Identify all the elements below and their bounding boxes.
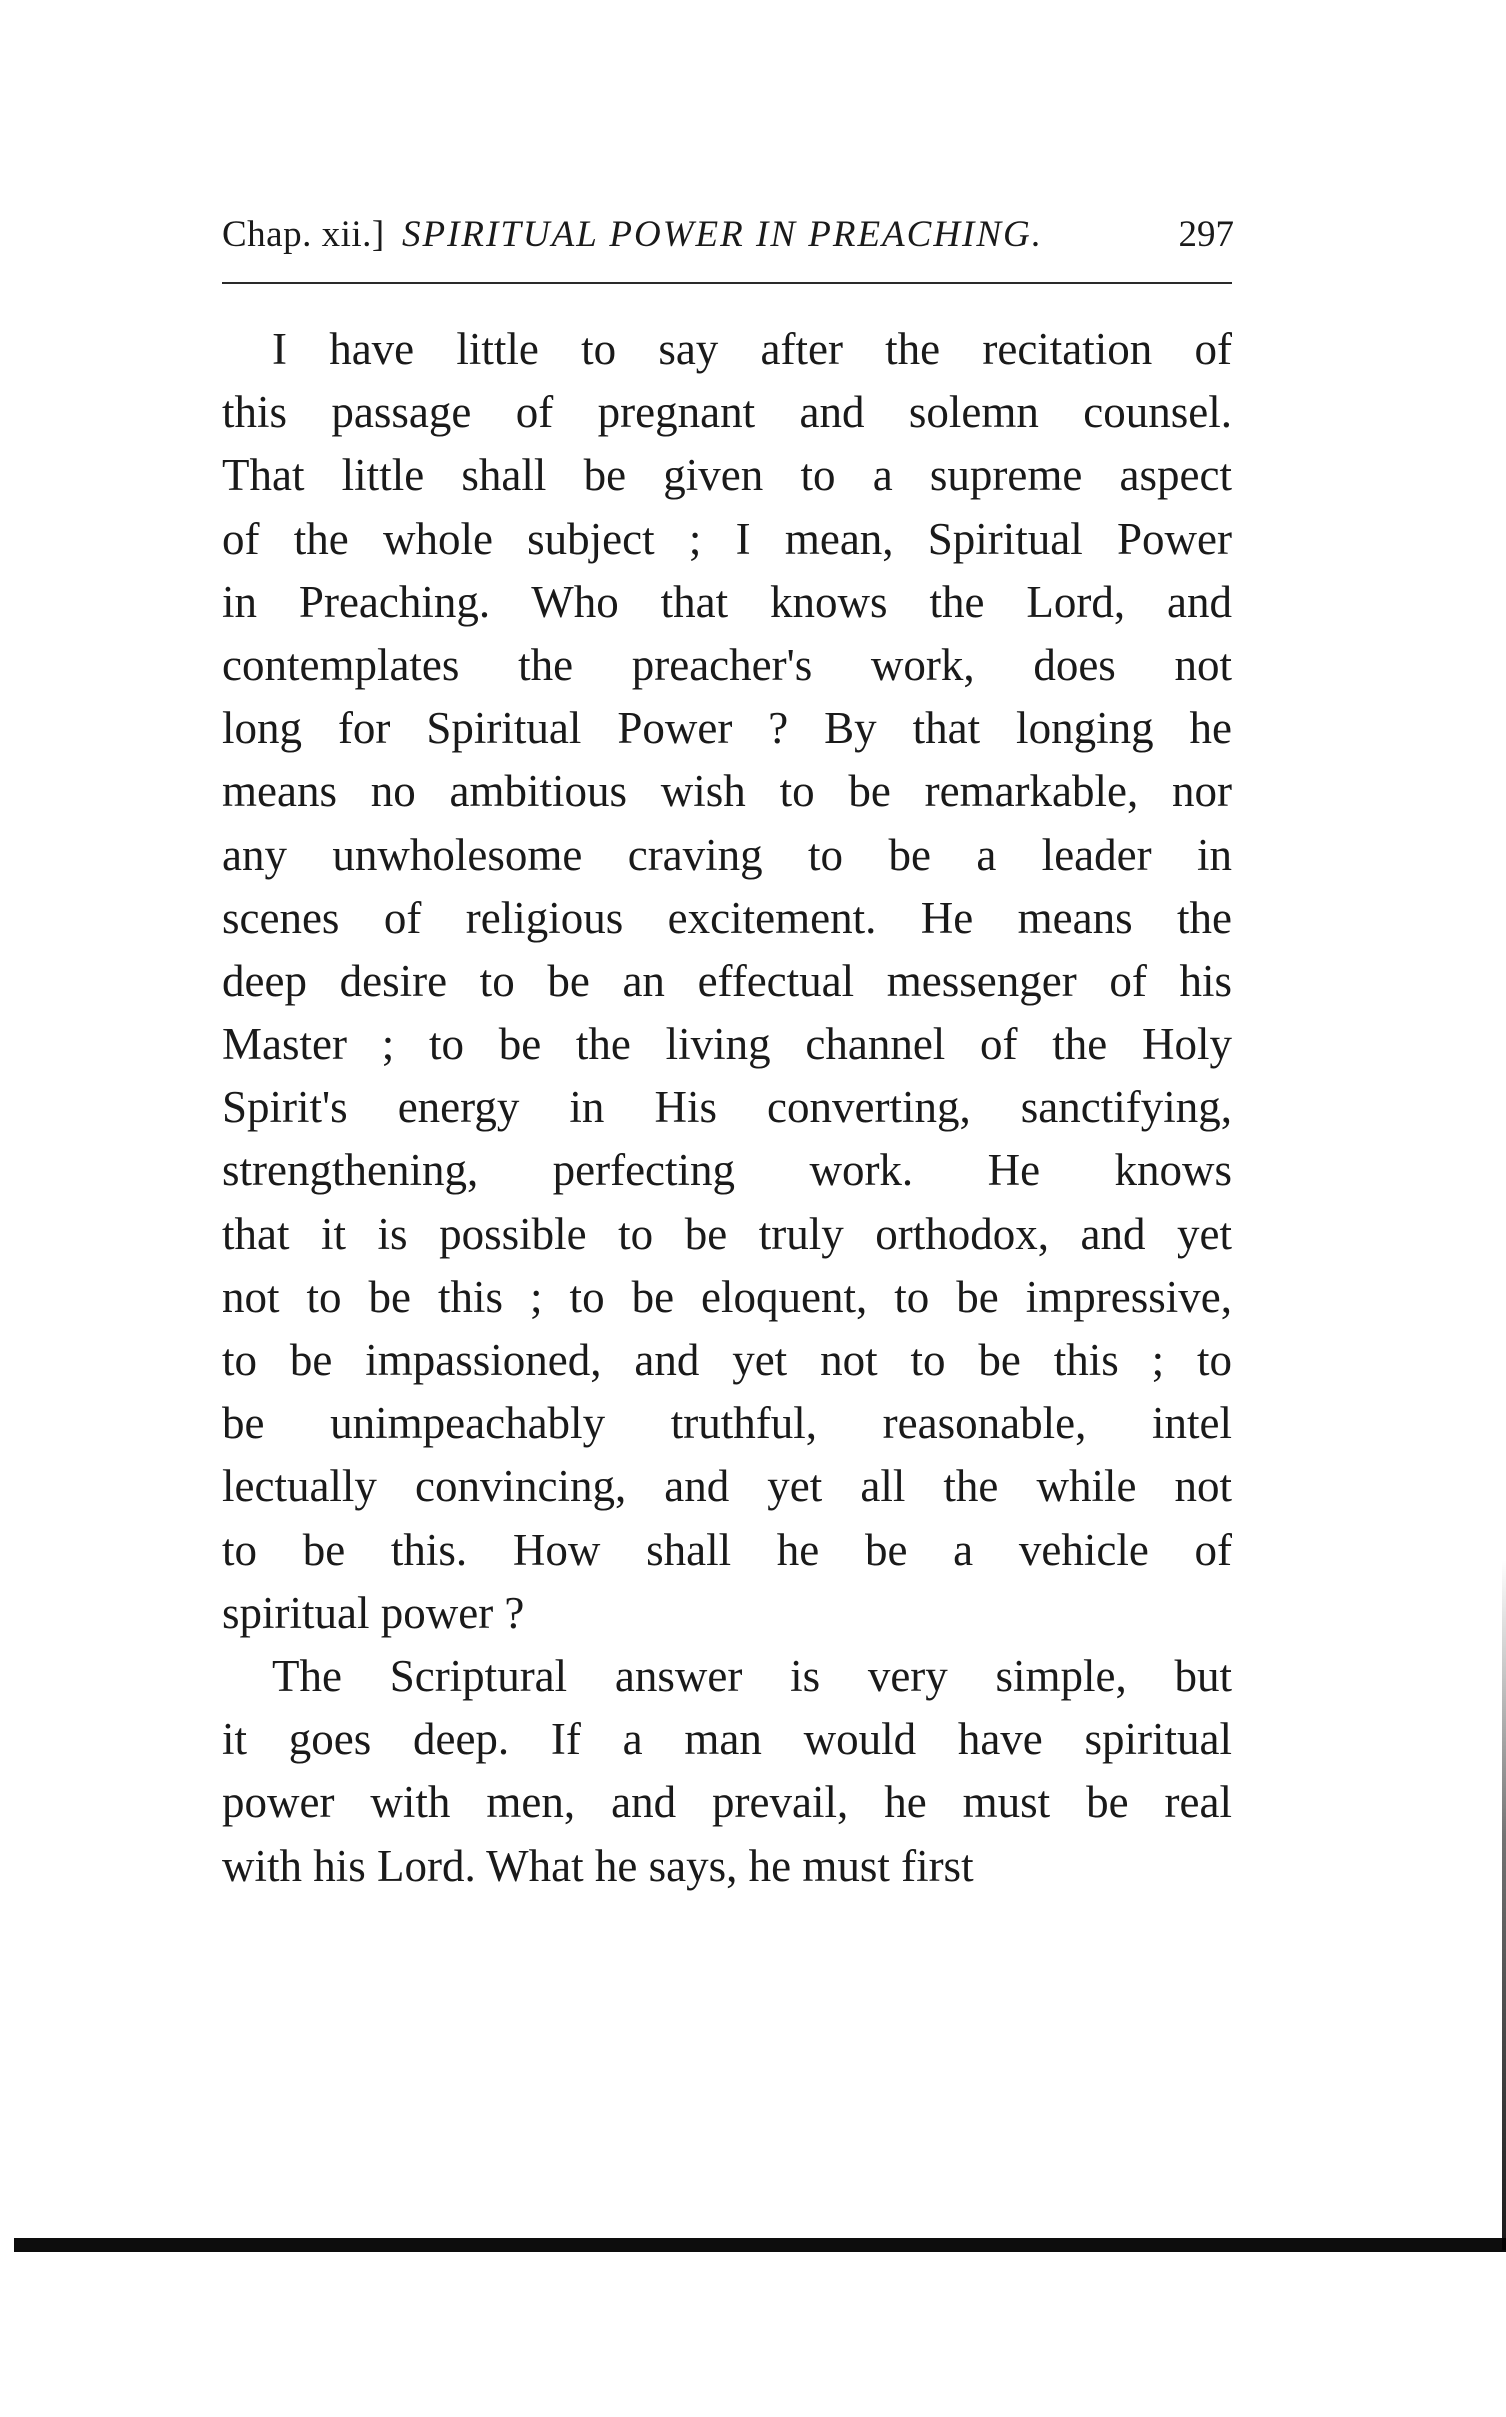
text-line: this passage of pregnant and solemn counsel. [222,387,1232,438]
footer-rule [14,2238,1506,2252]
running-title: SPIRITUAL POWER IN PREACHING. [402,214,1044,255]
text-line: to be impassioned, and yet not to be this ; to [222,1335,1232,1385]
text-line: be unimpeachably truthful, reasonable, intel [222,1398,1232,1449]
text-line: lectually convincing, and yet all the while not [222,1461,1232,1512]
text-line: I have little to say after the recitation of [272,324,1232,374]
text-line: Spirit's energy in His converting, sanctifying, [222,1082,1232,1133]
text-line: to be this. How shall he be a vehicle of [222,1524,1232,1575]
scan-margin-shadow [1502,1560,1506,2250]
text-line: Master ; to be the living channel of the Holy [222,1019,1232,1070]
text-line: spiritual power ? [222,1587,525,1638]
text-line: that it is possible to be truly orthodox, and yet [222,1208,1232,1259]
text-line: That little shall be given to a supreme aspect [222,450,1232,501]
text-line: deep desire to be an effectual messenger of his [222,955,1232,1006]
body-text [222,318,1232,1898]
running-head [222,205,1234,265]
text-line: strengthening, perfecting work. He knows [222,1145,1232,1196]
text-line: power with men, and prevail, he must be real [222,1777,1232,1828]
header-rule [222,282,1232,284]
text-line: The Scriptural answer is very simple, but [272,1650,1232,1701]
text-line: with his Lord. What he says, he must first [222,1840,974,1891]
text-line: any unwholesome craving to be a leader in [222,829,1232,880]
text-line: not to be this ; to be eloquent, to be impressive, [222,1271,1232,1322]
text-line: it goes deep. If a man would have spiritual [222,1714,1232,1765]
text-line: means no ambitious wish to be remarkable, nor [222,766,1232,817]
page-number: 297 [1178,214,1234,255]
text-line: in Preaching. Who that knows the Lord, and [222,576,1232,627]
text-line: of the whole subject ; I mean, Spiritual Power [222,513,1232,564]
text-line: long for Spiritual Power ? By that longing he [222,703,1232,754]
text-line: contemplates the preacher's work, does not [222,639,1232,690]
chapter-reference: Chap. xii.] [222,214,385,255]
text-line: scenes of religious excitement. He means the [222,892,1232,943]
